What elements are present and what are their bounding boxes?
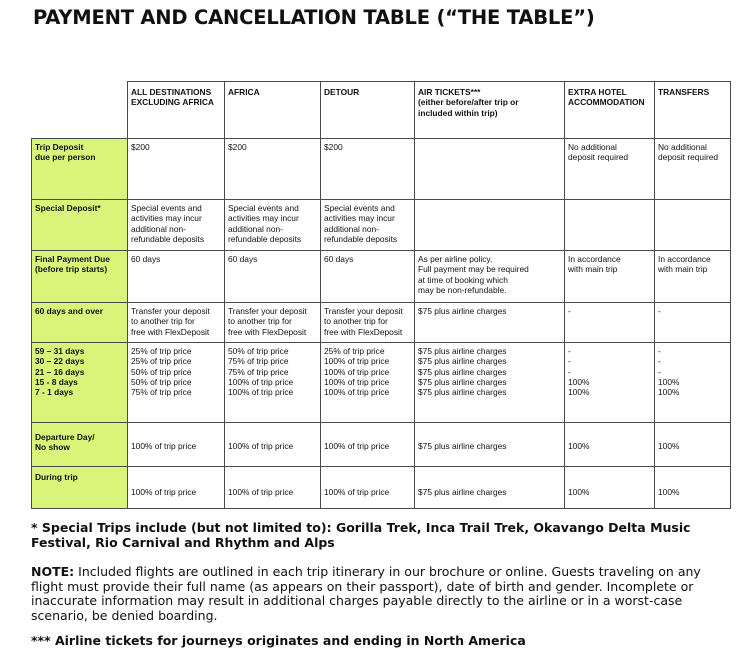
table-cell: 100% of trip price bbox=[128, 423, 225, 467]
table-cell: - bbox=[655, 303, 731, 343]
table-cell: $200 bbox=[225, 139, 321, 200]
table-cell: $75 plus airline charges $75 plus airline charges $75 plus airline charges $75 plus airline charges $75 plus airline charges bbox=[415, 343, 565, 423]
table-cell: 60 days bbox=[321, 251, 415, 303]
table-cell: Special events and activities may incur additional non- refundable deposits bbox=[321, 200, 415, 251]
special-trips-note: * Special Trips include (but not limited to): Gorilla Trek, Inca Trail Trek, Okavango Delta Music Festival, Rio Carnival and Rhythm and Alps bbox=[31, 520, 691, 550]
table-row bbox=[32, 200, 731, 251]
row-header: Departure Day/ No show bbox=[32, 423, 128, 467]
row-header: Trip Deposit due per person bbox=[32, 139, 128, 200]
table-cell: 50% of trip price 75% of trip price 75% of trip price 100% of trip price 100% of trip price bbox=[225, 343, 321, 423]
flight-note bbox=[31, 565, 711, 623]
row-header: 60 days and over bbox=[32, 303, 128, 343]
table-cell: $200 bbox=[321, 139, 415, 200]
note-label: NOTE: bbox=[31, 564, 75, 579]
page-title: PAYMENT AND CANCELLATION TABLE (“THE TABLE”) bbox=[33, 6, 595, 29]
table-cell: Transfer your deposit to another trip for free with FlexDeposit bbox=[321, 303, 415, 343]
table-cell: No additional deposit required bbox=[565, 139, 655, 200]
table-row bbox=[32, 423, 731, 467]
note-text: Included flights are outlined in each trip itinerary in our brochure or online. Guests traveling on any flight must provide their full name (as appears on their passport), date of birth and gender. Incomplete or inaccurate information may result in additional charges payable directly to the airline or in a worst-case scenario, be denied boarding. bbox=[31, 564, 701, 623]
table-row bbox=[32, 251, 731, 303]
table-cell: 100% of trip price bbox=[321, 467, 415, 509]
table-cell: $75 plus airline charges bbox=[415, 423, 565, 467]
row-header: Special Deposit* bbox=[32, 200, 128, 251]
column-header: DETOUR bbox=[321, 82, 415, 139]
table-cell: 100% bbox=[565, 423, 655, 467]
table-cell: In accordance with main trip bbox=[655, 251, 731, 303]
table-cell: - - - 100% 100% bbox=[565, 343, 655, 423]
table-row bbox=[32, 139, 731, 200]
table-cell: Special events and activities may incur additional non- refundable deposits bbox=[128, 200, 225, 251]
table-cell: 60 days bbox=[225, 251, 321, 303]
column-header: EXTRA HOTEL ACCOMMODATION bbox=[565, 82, 655, 139]
table-cell: 100% bbox=[655, 467, 731, 509]
column-header: ALL DESTINATIONS EXCLUDING AFRICA bbox=[128, 82, 225, 139]
table-cell: 25% of trip price 25% of trip price 50% of trip price 50% of trip price 75% of trip price bbox=[128, 343, 225, 423]
table-cell: 100% bbox=[655, 423, 731, 467]
table-cell bbox=[415, 139, 565, 200]
table-cell: 100% bbox=[565, 467, 655, 509]
row-header: 59 – 31 days 30 – 22 days 21 – 16 days 15 - 8 days 7 - 1 days bbox=[32, 343, 128, 423]
table-cell: No additional deposit required bbox=[655, 139, 731, 200]
table-cell bbox=[415, 200, 565, 251]
table-cell: - - - 100% 100% bbox=[655, 343, 731, 423]
row-header: During trip bbox=[32, 467, 128, 509]
table-cell: $200 bbox=[128, 139, 225, 200]
table-cell: $75 plus airline charges bbox=[415, 303, 565, 343]
table-cell: In accordance with main trip bbox=[565, 251, 655, 303]
table-cell bbox=[655, 200, 731, 251]
column-header: TRANSFERS bbox=[655, 82, 731, 139]
table-cell: 25% of trip price 100% of trip price 100% of trip price 100% of trip price 100% of trip price bbox=[321, 343, 415, 423]
table-row bbox=[32, 467, 731, 509]
table-row bbox=[32, 343, 731, 423]
table-cell: 100% of trip price bbox=[128, 467, 225, 509]
table-cell: - bbox=[565, 303, 655, 343]
table-cell: 100% of trip price bbox=[321, 423, 415, 467]
payment-cancellation-table bbox=[31, 81, 731, 509]
table-cell: As per airline policy. Full payment may be required at time of booking which may be non-refundable. bbox=[415, 251, 565, 303]
table-cell: 100% of trip price bbox=[225, 423, 321, 467]
header-row bbox=[32, 82, 731, 139]
table-cell: Transfer your deposit to another trip for free with FlexDeposit bbox=[225, 303, 321, 343]
table-cell: 60 days bbox=[128, 251, 225, 303]
column-header: AIR TICKETS*** (either before/after trip or included within trip) bbox=[415, 82, 565, 139]
table-row bbox=[32, 303, 731, 343]
table-cell: Special events and activities may incur additional non- refundable deposits bbox=[225, 200, 321, 251]
table-cell: 100% of trip price bbox=[225, 467, 321, 509]
table-cell: $75 plus airline charges bbox=[415, 467, 565, 509]
table-corner bbox=[32, 82, 128, 139]
airline-tickets-note: *** Airline tickets for journeys originates and ending in North America bbox=[31, 633, 526, 648]
table-cell: Transfer your deposit to another trip for free with FlexDeposit bbox=[128, 303, 225, 343]
table-cell bbox=[565, 200, 655, 251]
row-header: Final Payment Due (before trip starts) bbox=[32, 251, 128, 303]
column-header: AFRICA bbox=[225, 82, 321, 139]
